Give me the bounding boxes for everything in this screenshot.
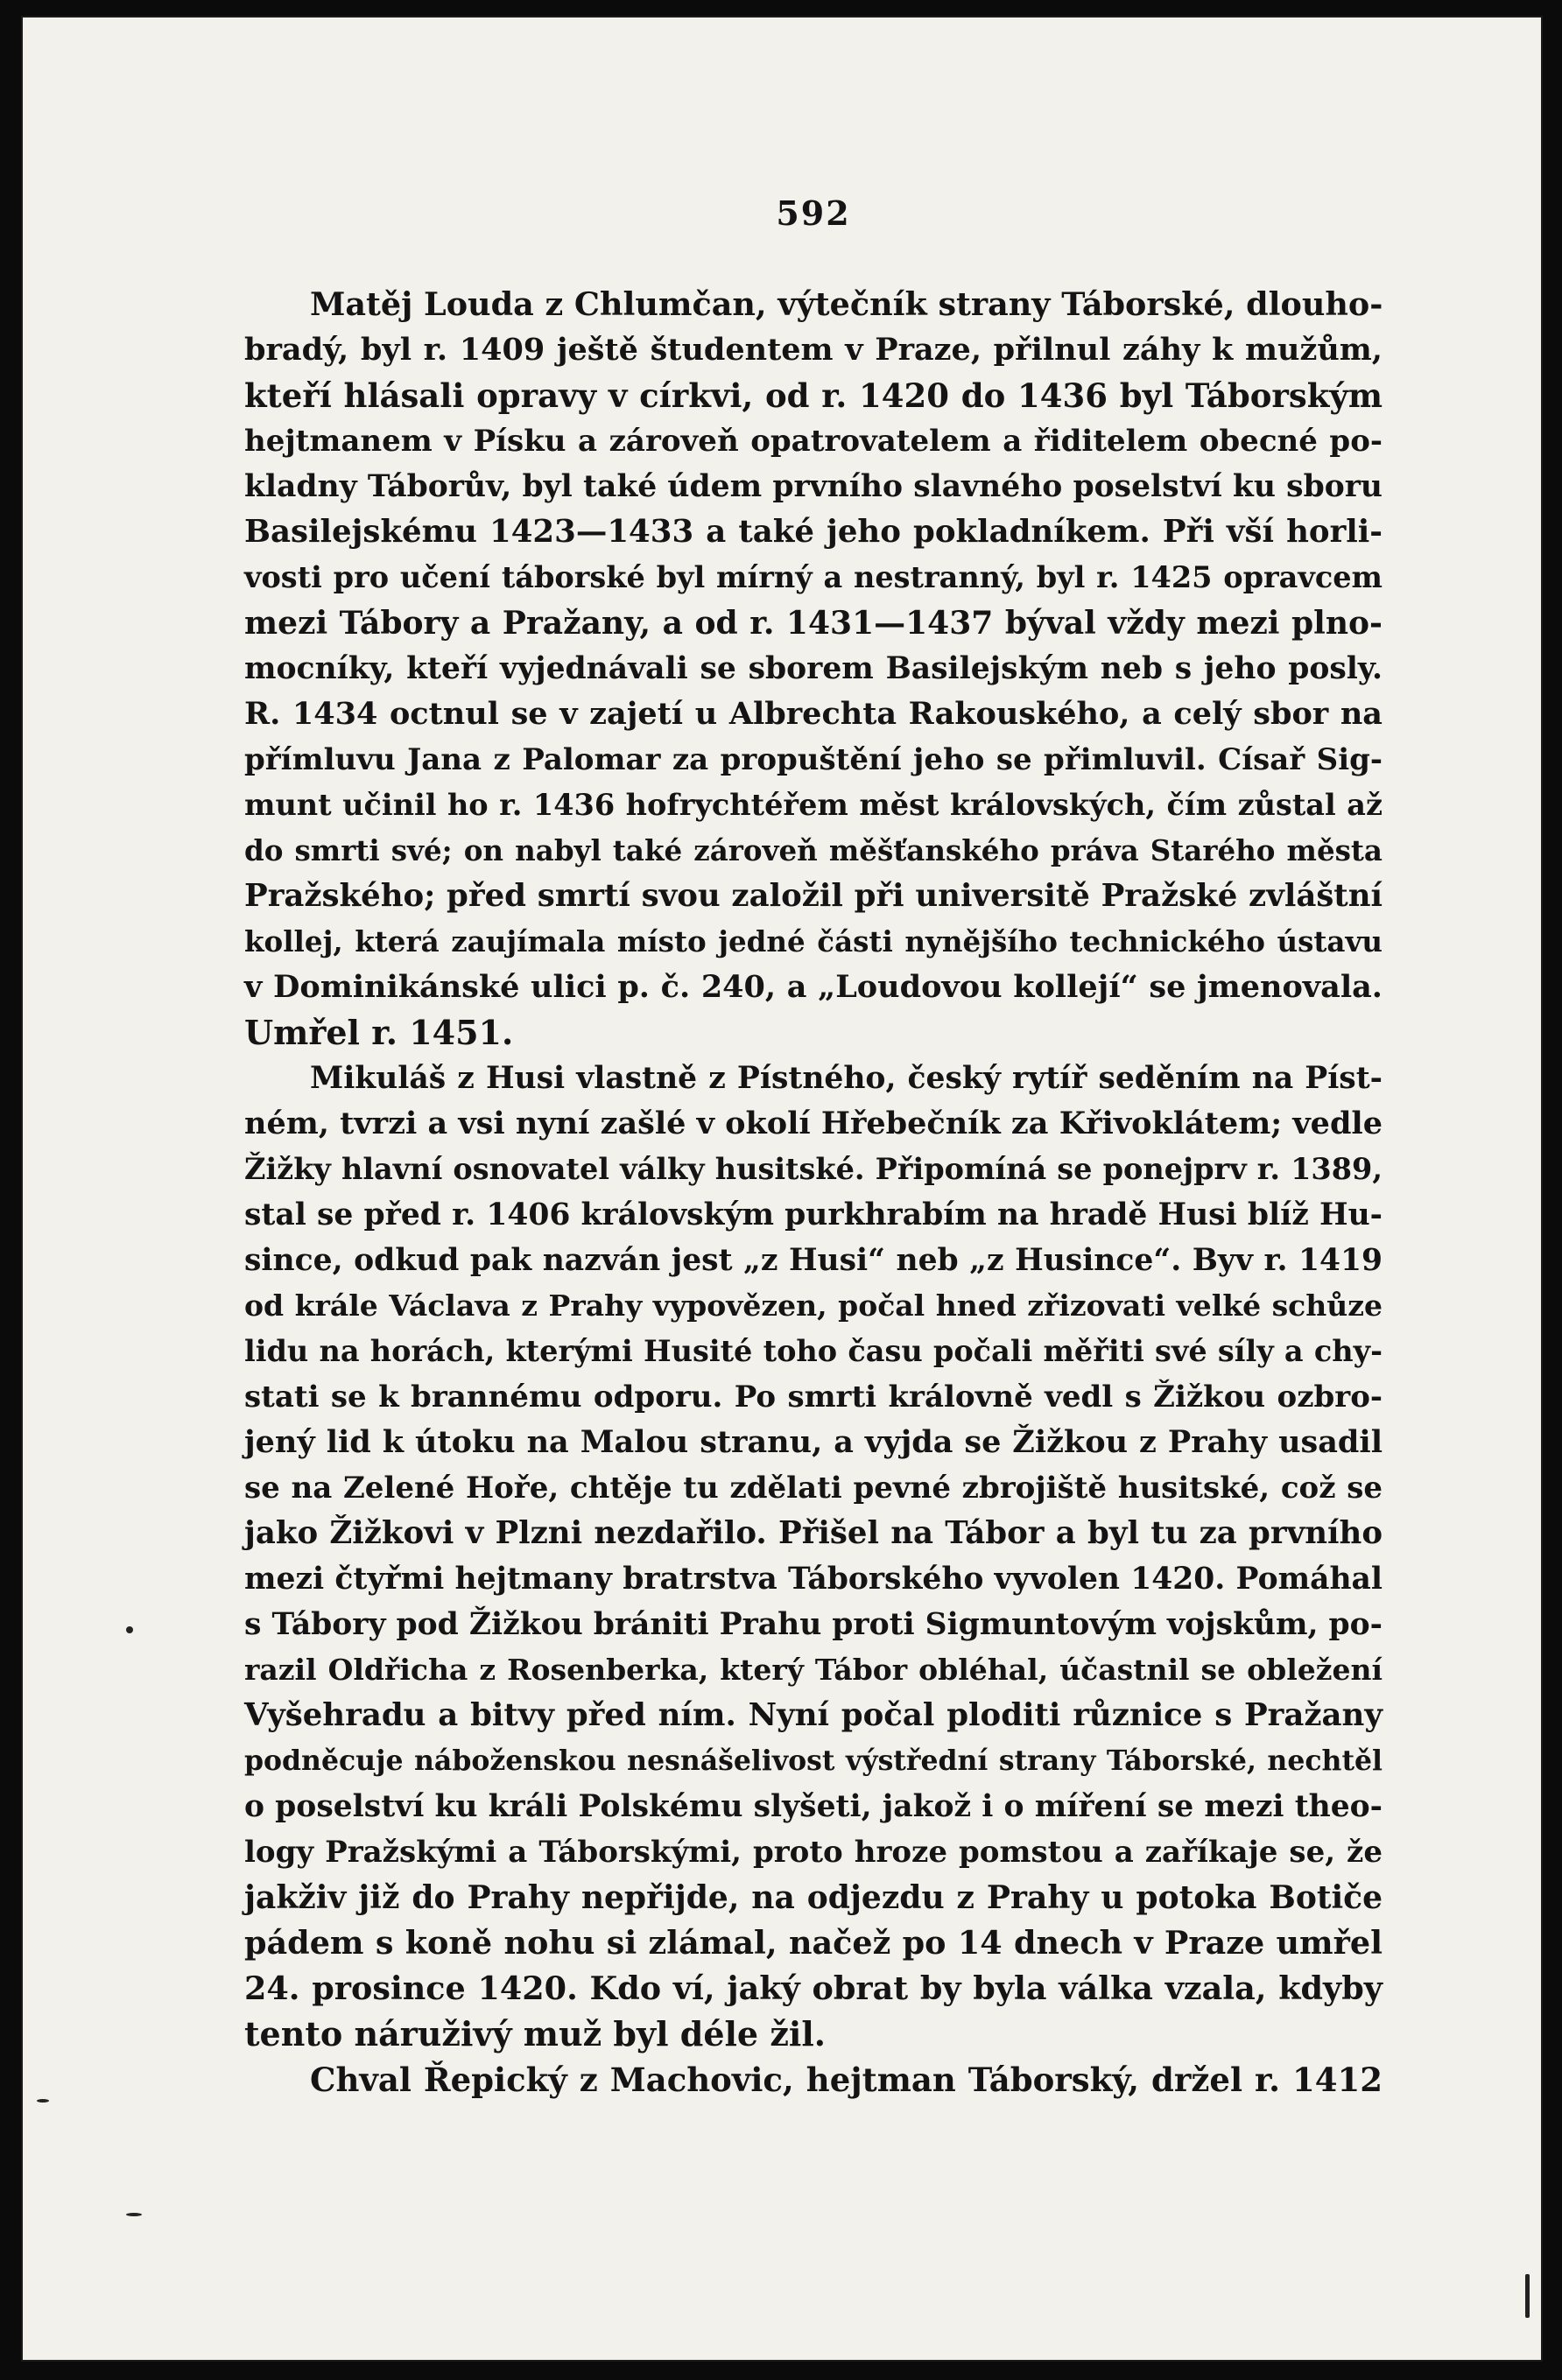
text-line: s Tábory pod Žižkou brániti Prahu proti Sigmuntovým vojskům, po- <box>244 1607 1383 1642</box>
text-line: kladny Táborův, byl také údem prvního slavného poselství ku sboru <box>244 469 1383 504</box>
text-line: logy Pražskými a Táborskými, proto hroze pomstou a zaříkaje se, že <box>244 1835 1383 1870</box>
text-line: jakživ již do Prahy nepřijde, na odjezdu z Prahy u potoka Botiče <box>244 1879 1383 1916</box>
scanned-page <box>21 16 1543 2362</box>
page-text <box>244 191 1383 2103</box>
text-line: kollej, která zaujímala místo jedné části nynějšího technického ústavu <box>244 924 1383 958</box>
scan-speck <box>126 1626 133 1633</box>
text-line: tento náruživý muž byl déle žil. <box>244 2014 827 2054</box>
text-line: jený lid k útoku na Malou stranu, a vyjda se Žižkou z Prahy usadil <box>244 1424 1383 1460</box>
text-line: se na Zelené Hoře, chtěje tu zdělati pevné zbrojiště husitské, což se <box>244 1471 1383 1506</box>
text-line: Pražského; před smrtí svou založil při universitě Pražské zvláštní <box>244 878 1383 914</box>
text-line: o poselství ku králi Polskému slyšeti, jakož i o míření se mezi theo- <box>244 1789 1383 1824</box>
scan-speck <box>126 2213 142 2216</box>
text-line: Vyšehradu a bitvy před ním. Nyní počal ploditi různice s Pražany <box>244 1697 1383 1733</box>
text-line: v Dominikánské ulici p. č. 240, a „Loudovou kollejí“ se jmenovala. <box>244 969 1383 1005</box>
paragraph-louda <box>244 282 1383 1056</box>
text-line: mocníky, kteří vyjednávali se sborem Basilejským neb s jeho posly. <box>244 651 1383 686</box>
text-line: R. 1434 octnul se v zajetí u Albrechta Rakouského, a celý sbor na <box>244 696 1383 732</box>
text-line: lidu na horách, kterými Husité toho času počali měřiti své síly a chy- <box>244 1334 1383 1368</box>
paragraph-mikulas <box>244 1056 1383 2057</box>
text-line: bradý, byl r. 1409 ještě študentem v Praze, přilnul záhy k mužům, <box>244 332 1383 368</box>
text-line: od krále Václava z Prahy vypovězen, počal hned zřizovati velké schůze <box>244 1288 1383 1323</box>
text-line: mezi čtyřmi hejtmany bratrstva Táborského vyvolen 1420. Pomáhal <box>244 1562 1383 1597</box>
text-line: razil Oldřicha z Rosenberka, který Tábor obléhal, účastnil se obležení <box>244 1653 1383 1687</box>
text-line: pádem s koně nohu si zlámal, načež po 14 dnech v Praze umřel <box>244 1924 1383 1962</box>
text-line: Žižky hlavní osnovatel války husitské. Připomíná se ponejprv r. 1389, <box>244 1152 1383 1186</box>
text-line: Umřel r. 1451. <box>244 1013 514 1052</box>
scan-speck <box>1525 2274 1530 2318</box>
text-line: Chval Řepický z Machovic, hejtman Táborský, držel r. 1412 <box>310 2061 1383 2099</box>
text-line: kteří hlásali opravy v církvi, od r. 1420 do 1436 byl Táborským <box>244 376 1383 415</box>
text-line: ném, tvrzi a vsi nyní zašlé v okolí Hřebečník za Křivoklátem; vedle <box>244 1106 1383 1141</box>
text-line: stati se k brannému odporu. Po smrti královně vedl s Žižkou ozbro- <box>244 1380 1383 1415</box>
text-line: 24. prosince 1420. Kdo ví, jaký obrat by byla válka vzala, kdyby <box>244 1969 1383 2007</box>
page-number: 592 <box>776 193 851 233</box>
text-line: Basilejskému 1423—1433 a také jeho pokladníkem. Při vší horli- <box>244 514 1383 550</box>
paragraph-repicky <box>244 2057 1383 2103</box>
text-line: Mikuláš z Husi vlastně z Pístného, český rytíř seděním na Píst- <box>310 1061 1383 1096</box>
text-line: munt učinil ho r. 1436 hofrychtéřem měst královských, čím zůstal až <box>244 788 1383 822</box>
text-line: mezi Tábory a Pražany, a od r. 1431—1437 býval vždy mezi plno- <box>244 605 1383 642</box>
text-line: stal se před r. 1406 královským purkhrabím na hradě Husi blíž Hu- <box>244 1197 1383 1232</box>
scan-speck <box>37 2099 49 2103</box>
text-line: since, odkud pak nazván jest „z Husi“ neb „z Husince“. Byv r. 1419 <box>244 1243 1383 1278</box>
text-line: jako Žižkovi v Plzni nezdařilo. Přišel na Tábor a byl tu za prvního <box>244 1515 1383 1551</box>
text-line: vosti pro učení táborské byl mírný a nestranný, byl r. 1425 opravcem <box>244 560 1383 594</box>
text-line: Matěj Louda z Chlumčan, výtečník strany Táborské, dlouho- <box>310 285 1383 323</box>
text-line: do smrti své; on nabyl také zároveň měšťanského práva Starého města <box>244 833 1383 867</box>
text-line: podněcuje náboženskou nesnášelivost výstřední strany Táborské, nechtěl <box>244 1745 1383 1777</box>
text-line: hejtmanem v Písku a zároveň opatrovatelem a řiditelem obecné po- <box>244 424 1383 459</box>
text-line: přímluvu Jana z Palomar za propuštění jeho se přimluvil. Císař Sig- <box>244 742 1383 777</box>
